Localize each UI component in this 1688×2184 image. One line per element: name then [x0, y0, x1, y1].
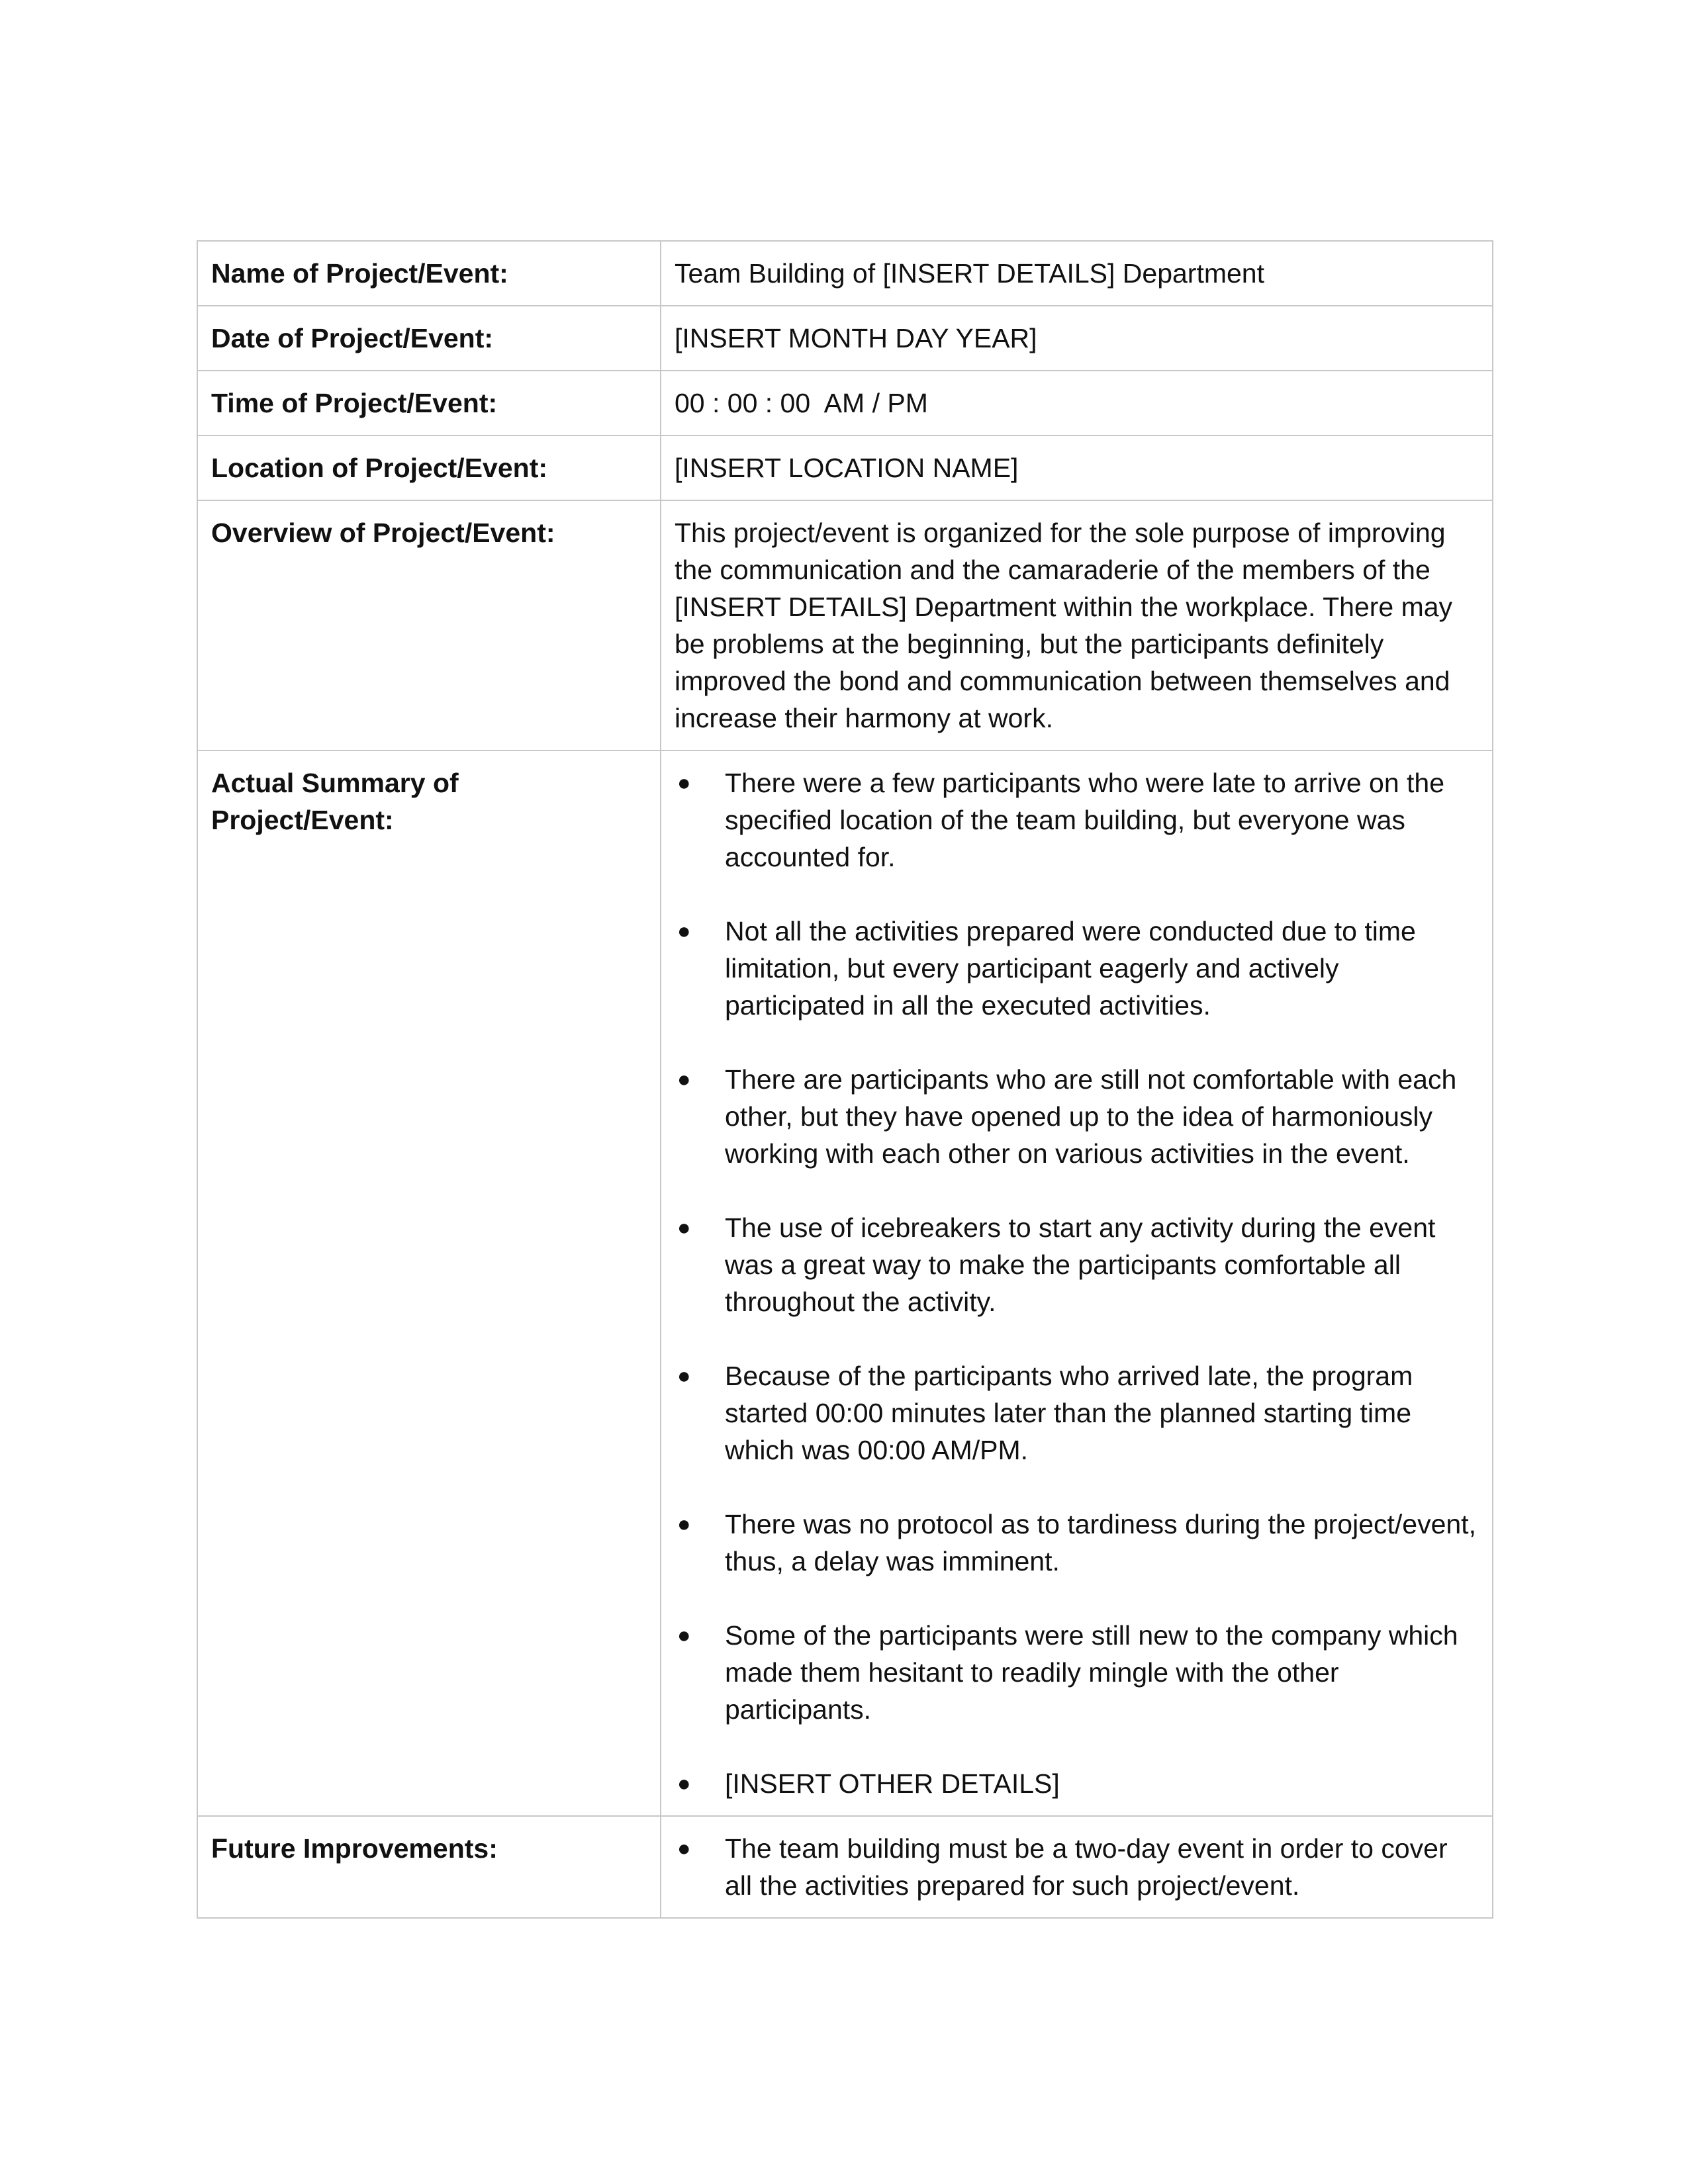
overview-value: This project/event is organized for the sole purpose of improving the communication and the camaraderie of the members of the [INSERT DETAILS] Department within the workplace. There may be problems at the beginning, but the participants definitely improved the bond and communication between themselves and increase their harmony at work. — [661, 500, 1493, 751]
bullet-icon: ● — [677, 1771, 691, 1796]
list-item-text: There are participants who are still not comfortable with each other, but they have opened up to the idea of harmoniously working with each other on various activities in the event. — [725, 1064, 1457, 1169]
list-item-text: The use of icebreakers to start any activity during the event was a great way to make the participants comfortable all throughout the activity. — [725, 1212, 1436, 1317]
name-label: Name of Project/Event: — [197, 241, 661, 306]
location-value: [INSERT LOCATION NAME] — [661, 435, 1493, 500]
bullet-icon: ● — [677, 1836, 691, 1861]
list-item — [675, 1617, 1479, 1728]
list-item-text: The team building must be a two-day event in order to cover all the activities prepared for such project/event. — [725, 1833, 1448, 1901]
row-overview — [197, 500, 1493, 751]
list-item — [675, 1061, 1479, 1172]
bullet-icon: ● — [677, 1363, 691, 1388]
summary-value — [661, 751, 1493, 1816]
summary-list — [675, 764, 1479, 1802]
list-item — [675, 913, 1479, 1024]
time-value: 00 : 00 : 00 AM / PM — [661, 371, 1493, 435]
time-label: Time of Project/Event: — [197, 371, 661, 435]
bullet-icon: ● — [677, 1215, 691, 1240]
list-item-text: There were a few participants who were late to arrive on the specified location of the team building, but everyone was accounted for. — [725, 768, 1445, 872]
improvements-label: Future Improvements: — [197, 1816, 661, 1918]
list-item — [675, 1209, 1479, 1320]
improvements-list — [675, 1830, 1479, 1904]
date-label: Date of Project/Event: — [197, 306, 661, 371]
row-date — [197, 306, 1493, 371]
summary-label: Actual Summary of Project/Event: — [197, 751, 661, 1816]
row-improvements — [197, 1816, 1493, 1918]
bullet-icon: ● — [677, 1512, 691, 1537]
list-item-text: There was no protocol as to tardiness during the project/event, thus, a delay was imminent. — [725, 1509, 1476, 1576]
bullet-icon: ● — [677, 770, 691, 796]
list-item-text: Not all the activities prepared were conducted due to time limitation, but every participant eagerly and actively participated in all the executed activities. — [725, 916, 1416, 1021]
row-time — [197, 371, 1493, 435]
location-label: Location of Project/Event: — [197, 435, 661, 500]
improvements-value — [661, 1816, 1493, 1918]
row-name — [197, 241, 1493, 306]
list-item — [675, 1830, 1479, 1904]
bullet-icon: ● — [677, 1623, 691, 1648]
list-item — [675, 764, 1479, 876]
name-value: Team Building of [INSERT DETAILS] Department — [661, 241, 1493, 306]
bullet-icon: ● — [677, 1067, 691, 1092]
list-item-text: Because of the participants who arrived late, the program started 00:00 minutes later than the planned starting time which was 00:00 AM/PM. — [725, 1361, 1413, 1465]
row-summary — [197, 751, 1493, 1816]
list-item — [675, 1765, 1479, 1802]
list-item-text: [INSERT OTHER DETAILS] — [725, 1768, 1060, 1799]
bullet-icon: ● — [677, 919, 691, 944]
overview-label: Overview of Project/Event: — [197, 500, 661, 751]
row-location — [197, 435, 1493, 500]
list-item-text: Some of the participants were still new to the company which made them hesitant to readily mingle with the other participants. — [725, 1620, 1458, 1725]
list-item — [675, 1506, 1479, 1580]
list-item — [675, 1357, 1479, 1469]
project-report-table — [197, 240, 1493, 1919]
date-value: [INSERT MONTH DAY YEAR] — [661, 306, 1493, 371]
